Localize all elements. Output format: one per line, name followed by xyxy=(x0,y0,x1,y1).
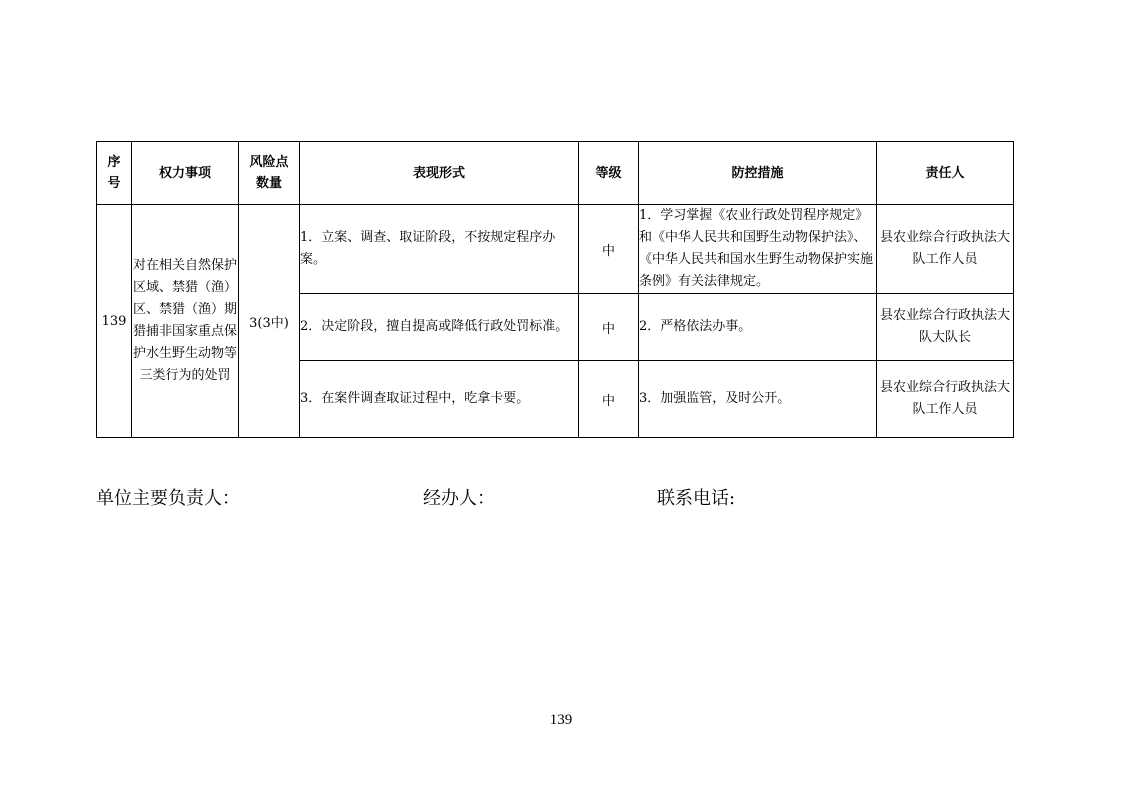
header-power-item: 权力事项 xyxy=(132,142,239,205)
cell-level: 中 xyxy=(579,205,639,294)
cell-responsible: 县农业综合行政执法大队工作人员 xyxy=(877,361,1014,438)
page-number: 139 xyxy=(549,712,573,728)
cell-responsible: 县农业综合行政执法大队工作人员 xyxy=(877,205,1014,294)
cell-risk-count: 3(3中) xyxy=(239,205,300,438)
header-form: 表现形式 xyxy=(300,142,579,205)
header-seq: 序号 xyxy=(97,142,132,205)
cell-measures: 1．学习掌握《农业行政处罚程序规定》和《中华人民共和国野生动物保护法》、《中华人民共和国水生野生动物保护实施条例》有关法律规定。 xyxy=(639,205,877,294)
header-responsible: 责任人 xyxy=(877,142,1014,205)
cell-responsible: 县农业综合行政执法大队大队长 xyxy=(877,294,1014,361)
header-level: 等级 xyxy=(579,142,639,205)
cell-measures: 3．加强监管，及时公开。 xyxy=(639,361,877,438)
footer-phone: 联系电话: xyxy=(657,488,736,509)
table-header-row xyxy=(97,142,1014,205)
footer-unit-head: 单位主要负责人： xyxy=(96,488,240,509)
header-measures: 防控措施 xyxy=(639,142,877,205)
cell-form: 3．在案件调查取证过程中，吃拿卡要。 xyxy=(300,361,579,438)
footer-handler: 经办人： xyxy=(423,488,495,509)
header-risk-count: 风险点数量 xyxy=(239,142,300,205)
table-row xyxy=(97,205,1014,294)
cell-form: 2．决定阶段，擅自提高或降低行政处罚标准。 xyxy=(300,294,579,361)
cell-level: 中 xyxy=(579,294,639,361)
cell-level: 中 xyxy=(579,361,639,438)
cell-measures: 2．严格依法办事。 xyxy=(639,294,877,361)
cell-form: 1．立案、调查、取证阶段，不按规定程序办案。 xyxy=(300,205,579,294)
cell-seq: 139 xyxy=(97,205,132,438)
cell-power-item: 对在相关自然保护区域、禁猎（渔）区、禁猎（渔）期猎捕非国家重点保护水生野生动物等三类行为的处罚 xyxy=(132,205,239,438)
risk-table xyxy=(96,141,1014,438)
